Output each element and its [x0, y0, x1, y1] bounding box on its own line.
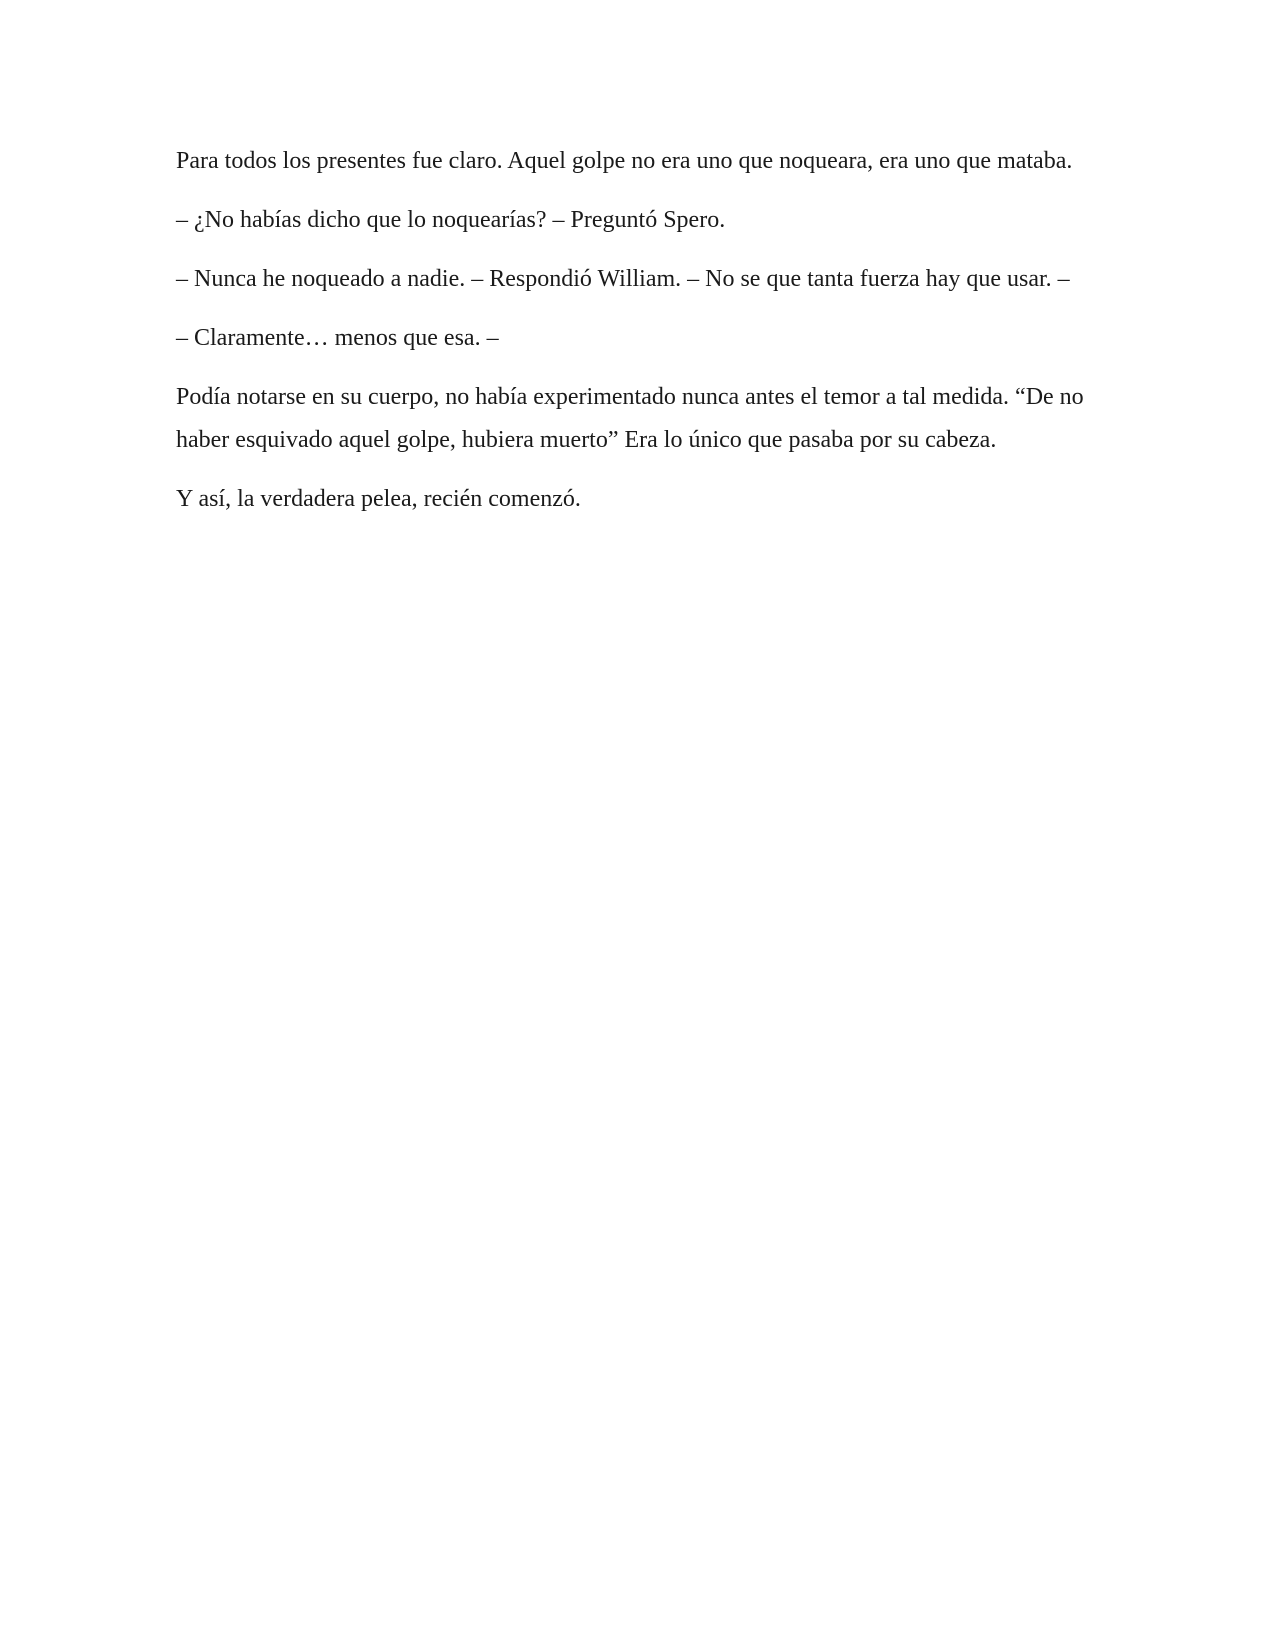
- dialogue-line: – ¿No habías dicho que lo noquearías? – Preguntó Spero.: [176, 207, 726, 233]
- paragraph: Podía notarse en su cuerpo, no había experimentado nunca antes el temor a tal medida. “De no haber esquivado aquel golpe, hubiera muerto” Era lo único que pasaba por su cabeza.: [176, 384, 1084, 453]
- dialogue-line: – Nunca he noqueado a nadie. – Respondió William. – No se que tanta fuerza hay que usar. –: [176, 266, 1070, 292]
- dialogue-line: – Claramente… menos que esa. –: [176, 325, 499, 351]
- paragraph: Y así, la verdadera pelea, recién comenzó.: [176, 486, 581, 512]
- paragraph: Para todos los presentes fue claro. Aquel golpe no era uno que noqueara, era uno que mataba.: [176, 148, 1073, 174]
- document-body: [176, 140, 1098, 537]
